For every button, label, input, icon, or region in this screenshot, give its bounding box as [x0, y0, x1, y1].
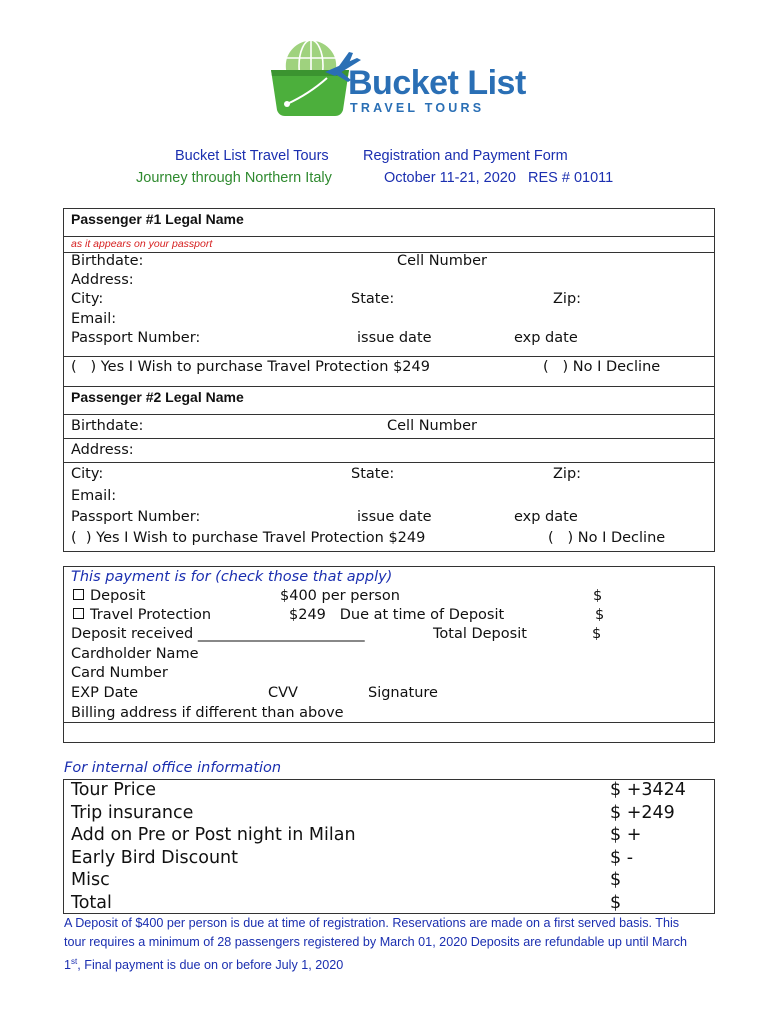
- divider: [63, 414, 715, 415]
- p1-birthdate-field[interactable]: Birthdate:: [71, 253, 144, 269]
- p1-passport-field[interactable]: Passport Number:: [71, 330, 201, 346]
- total-deposit-dollar[interactable]: $: [592, 626, 602, 642]
- travel-protection-dollar[interactable]: $: [595, 607, 605, 623]
- footer-text: A Deposit of $400 per person is due at time of registration. Reservations are made on a first served basis. This tour requires a minimum of 28 passengers registered by March 01, 2020 Deposits are refundable up until March 1: [64, 916, 688, 973]
- p1-address-field[interactable]: Address:: [71, 272, 134, 288]
- p1-email-field[interactable]: Email:: [71, 311, 117, 327]
- divider: [63, 722, 715, 723]
- p1-cell-field[interactable]: Cell Number: [397, 253, 487, 269]
- p2-state-field[interactable]: State:: [351, 466, 395, 482]
- divider: [63, 236, 715, 237]
- office-row-label: Trip insurance: [71, 802, 194, 823]
- office-row-label: Early Bird Discount: [71, 847, 239, 868]
- exp-date-field[interactable]: EXP Date: [71, 685, 139, 701]
- company-name: Bucket List Travel Tours: [175, 148, 329, 164]
- p1-travel-protection-no[interactable]: ( ) No I Decline: [543, 359, 661, 375]
- tour-dates: October 11-21, 2020 RES # 01011: [384, 170, 614, 186]
- passenger-1-title: Passenger #1 Legal Name: [71, 211, 244, 227]
- deposit-received-field[interactable]: Deposit received _______________________: [71, 626, 365, 642]
- passenger-2-title: Passenger #2 Legal Name: [71, 389, 244, 405]
- p2-travel-protection-no[interactable]: ( ) No I Decline: [548, 530, 666, 546]
- deposit-amount: $400 per person: [280, 588, 400, 604]
- payment-title: This payment is for (check those that apply): [71, 569, 393, 585]
- divider: [63, 438, 715, 439]
- p2-zip-field[interactable]: Zip:: [553, 466, 582, 482]
- travel-protection-option[interactable]: [73, 607, 211, 623]
- passport-note: as it appears on your passport: [71, 238, 213, 250]
- p2-passport-field[interactable]: Passport Number:: [71, 509, 201, 525]
- office-row-label: Tour Price: [71, 780, 156, 800]
- p1-issue-date-field[interactable]: issue date: [357, 330, 432, 346]
- tour-name: Journey through Northern Italy: [136, 170, 332, 186]
- deposit-option[interactable]: [73, 588, 145, 604]
- card-number-field[interactable]: Card Number: [71, 665, 168, 681]
- travel-protection-checkbox[interactable]: [73, 608, 84, 619]
- p1-state-field[interactable]: State:: [351, 291, 395, 307]
- brand-name: Bucket List: [348, 64, 526, 102]
- footer-superscript: st: [71, 957, 78, 966]
- p1-zip-field[interactable]: Zip:: [553, 291, 582, 307]
- form-title: Registration and Payment Form: [363, 148, 568, 164]
- brand-tagline: TRAVEL TOURS: [350, 101, 485, 115]
- p2-cell-field[interactable]: Cell Number: [387, 418, 477, 434]
- office-row-value[interactable]: $ +3424: [610, 780, 686, 800]
- office-row-value[interactable]: $: [610, 892, 622, 913]
- p1-exp-date-field[interactable]: exp date: [514, 330, 578, 346]
- office-row-value[interactable]: $ +249: [610, 802, 675, 823]
- office-row-label: Misc: [71, 870, 110, 890]
- office-row-label: Total: [71, 892, 112, 913]
- office-row-value[interactable]: $: [610, 870, 622, 890]
- p2-email-field[interactable]: Email:: [71, 488, 117, 504]
- cvv-field[interactable]: CVV: [268, 685, 298, 701]
- divider: [63, 462, 715, 463]
- p2-issue-date-field[interactable]: issue date: [357, 509, 432, 525]
- cardholder-name-field[interactable]: Cardholder Name: [71, 646, 199, 662]
- p2-travel-protection-yes[interactable]: ( ) Yes I Wish to purchase Travel Protection $249: [71, 530, 426, 546]
- divider: [63, 356, 715, 357]
- deposit-label: Deposit: [90, 588, 146, 604]
- office-row-value[interactable]: $ -: [610, 847, 634, 868]
- travel-protection-amount: $249 Due at time of Deposit: [289, 607, 505, 623]
- total-deposit-label: Total Deposit: [433, 626, 527, 642]
- p2-address-field[interactable]: Address:: [71, 442, 134, 458]
- office-info-title: For internal office information: [64, 760, 282, 776]
- p2-city-field[interactable]: City:: [71, 466, 104, 482]
- p1-city-field[interactable]: City:: [71, 291, 104, 307]
- footer-note: [64, 914, 704, 975]
- travel-protection-label: Travel Protection: [90, 607, 212, 623]
- p2-exp-date-field[interactable]: exp date: [514, 509, 578, 525]
- deposit-checkbox[interactable]: [73, 589, 84, 600]
- p1-travel-protection-yes[interactable]: ( ) Yes I Wish to purchase Travel Protection $249: [71, 359, 430, 375]
- footer-text-end: , Final payment is due on or before July 1, 2020: [77, 958, 344, 973]
- office-row-label: Add on Pre or Post night in Milan: [71, 825, 356, 845]
- signature-field[interactable]: Signature: [368, 685, 438, 701]
- office-row-value[interactable]: $ +: [610, 825, 642, 845]
- billing-address-field[interactable]: Billing address if different than above: [71, 705, 344, 721]
- divider: [63, 252, 715, 253]
- deposit-dollar[interactable]: $: [593, 588, 603, 604]
- p2-birthdate-field[interactable]: Birthdate:: [71, 418, 144, 434]
